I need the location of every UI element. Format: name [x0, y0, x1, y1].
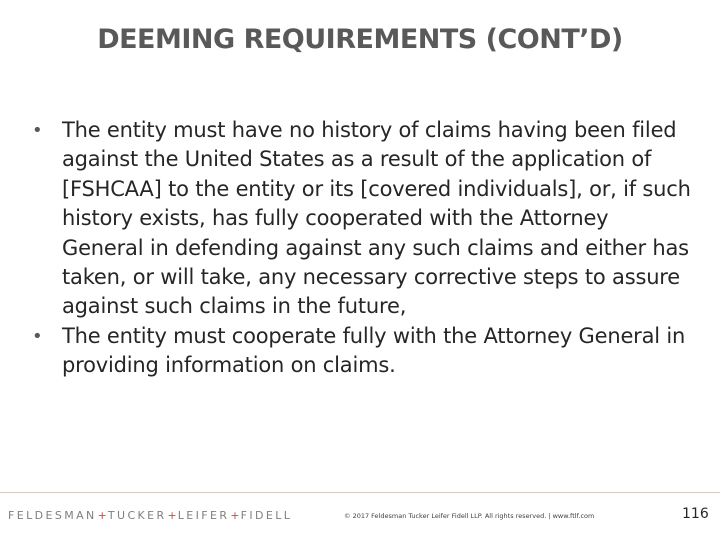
- logo-word: TUCKER: [107, 509, 167, 522]
- bullet-text: The entity must have no history of claims having been filed against the United States as a result of the application of [FSHCAA] to the entity or its [covered individuals], or, if such history exists, has fully cooperated with the Attorney General in defending against any such claims and either has taken, or will take, any necessary corrective steps to assure against such claims in the future,: [62, 118, 691, 319]
- bullet-icon: •: [32, 325, 43, 347]
- logo-plus-icon: +: [167, 509, 177, 522]
- logo-plus-icon: +: [230, 509, 240, 522]
- bullet-list: [32, 116, 692, 381]
- footer-divider: [0, 492, 720, 493]
- copyright-notice: © 2017 Feldesman Tucker Leifer Fidell LLP. All rights reserved. | www.ftlf.com: [344, 512, 595, 520]
- slide-title: DEEMING REQUIREMENTS (CONT’D): [97, 24, 623, 55]
- bullet-item: [32, 116, 692, 322]
- bullet-item: [32, 322, 692, 381]
- logo-word: LEIFER: [177, 509, 230, 522]
- logo-word: FELDESMAN: [8, 509, 97, 522]
- logo-word: FIDELL: [240, 509, 293, 522]
- firm-logo: [8, 509, 292, 522]
- bullet-icon: •: [32, 120, 43, 141]
- page-number: 116: [682, 506, 709, 522]
- logo-plus-icon: +: [97, 509, 107, 522]
- bullet-text: The entity must cooperate fully with the Attorney General in providing information on claims.: [62, 323, 686, 378]
